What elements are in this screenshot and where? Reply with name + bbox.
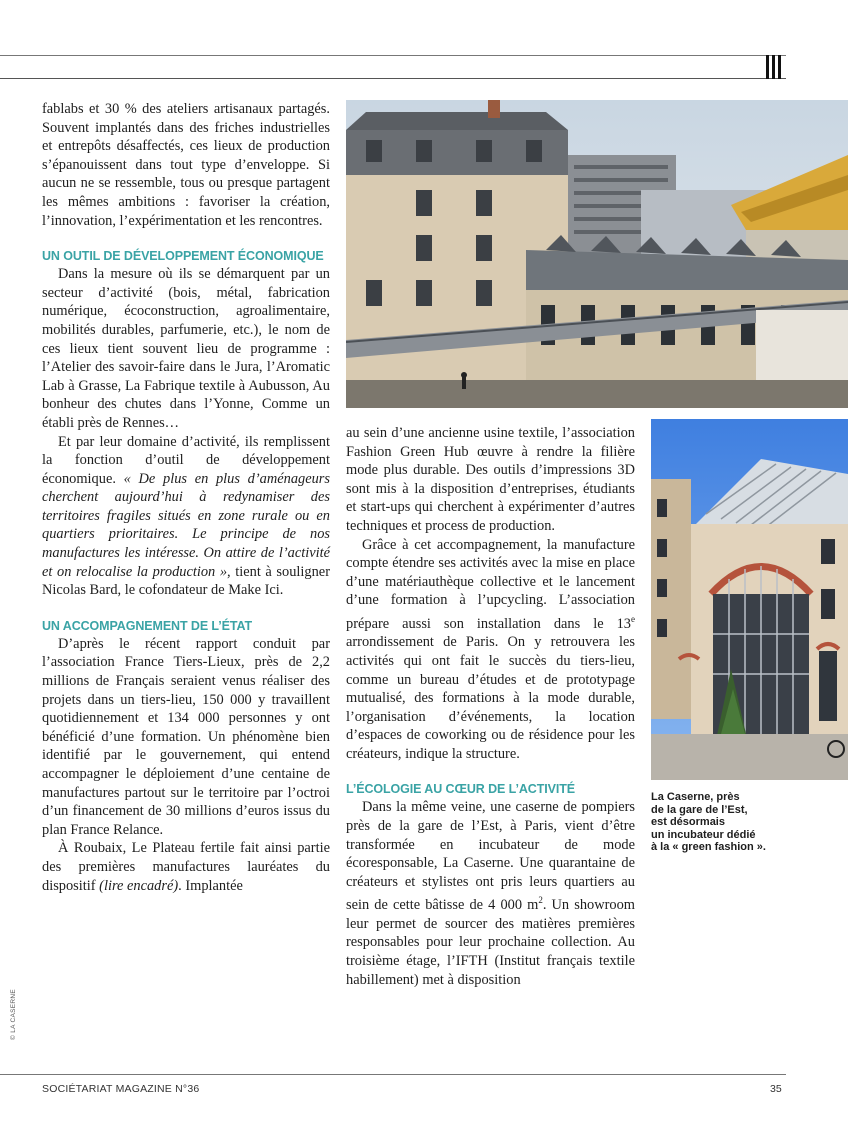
la-caserne-photo bbox=[651, 419, 848, 780]
paragraph-with-quote bbox=[42, 433, 330, 600]
section-bars-icon bbox=[766, 55, 781, 79]
paragraph-text: . Un showroom leur permet de sourcer des matières premières responsables pour leur prochaine collection. Au troisième étage, l’IFTH (Institut français textile habillement) met à disposition bbox=[346, 897, 635, 988]
courtyard-photo bbox=[346, 100, 848, 408]
paragraph-text: Et par leur domaine d’activité, ils remplissent la fonction d’outil de développement économique. bbox=[42, 433, 330, 487]
header-thin-rule bbox=[0, 55, 786, 56]
paragraph: fablabs et 30 % des ateliers artisanaux partagés. Souvent implantés dans des friches industrielles et entrepôts désaffectés, ces lieux de production s’épanouissent dans tout type d’enveloppe. Si aucun ne se ressemble, tous ou presque partagent les mêmes ambitions : favoriser la création, l’innovation, l’expérimentation et les rencontres. bbox=[42, 101, 330, 229]
caption-line: La Caserne, près bbox=[651, 791, 740, 803]
caption-line: un incubateur dédié bbox=[651, 828, 756, 841]
paragraph-text: Grâce à cet accompagnement, la manufacture compte étendre ses activités avec la mise en place d’une matériauthèque collective et le lancement d’une formation à l’upcycling. L’association prépare aussi son installation dans le 13 bbox=[346, 536, 635, 632]
unit-exponent: 2 bbox=[538, 895, 543, 906]
paragraph-text: , tient à souligner Nicolas Bard, le cofondateur de Make Ici. bbox=[42, 563, 330, 599]
la-caserne-illustration bbox=[651, 419, 848, 780]
paragraph-text: arrondissement de Paris. On y retrouvera les activités qui ont fait le succès du tiers-lieu, comme un bureau d’études et de prototypage mutualisé, des formations à la mode durable, l’organisation d’événements, la location d’espaces de coworking ou de résidence pour les créateurs, indique la structure. bbox=[346, 634, 635, 762]
section-heading: L’ÉCOLOGIE AU CŒUR DE L’ACTIVITÉ bbox=[346, 782, 575, 797]
paragraph: Dans la mesure où ils se démarquent par un secteur d’activité (bois, métal, fabrication numérique, écoconstruction, agroalimentaire, mobilités durables, parfumerie, etc.), le nom de ces lieux tient souvent lieu de programme : l’Atelier des savoir-faire dans le Jura, l’Aromatic Lab à Grasse, La Fabrique textile à Aubusson, Au bonheur des chutes dans l’Yonne, Comme un établi près de Rennes… bbox=[42, 266, 330, 431]
paragraph: D’après le récent rapport conduit par l’association France Tiers-Lieux, près de 2,2 millions de Français seraient venus réaliser des projets dans un tiers-lieu, 150 000 y travaillent quotidiennement et 134 000 personnes y ont bénéficié d’une formation. Un phénomène bien identifié par le gouvernement, qui entend accompagner le déploiement d’une centaine de manufactures partout sur le territoire par l’octroi d’un financement de 30 millions d’euros issus du plan France Relance. bbox=[42, 635, 330, 838]
photo-credit: © LA CASERNE bbox=[10, 988, 17, 1040]
article-column-1 bbox=[42, 100, 330, 895]
paragraph-text: À Roubaix, Le Plateau fertile fait ainsi partie des premières manufactures lauréates du dispositif bbox=[42, 840, 330, 894]
caption-line: à la « green fashion ». bbox=[651, 841, 766, 854]
courtyard-illustration bbox=[346, 100, 848, 408]
header-rule bbox=[0, 78, 786, 79]
footer-rule bbox=[0, 1074, 786, 1075]
section-heading: UN OUTIL DE DÉVELOPPEMENT ÉCONOMIQUE bbox=[42, 249, 324, 264]
paragraph bbox=[346, 536, 635, 764]
ordinal-suffix: e bbox=[631, 613, 635, 624]
paragraph-text: . Implantée bbox=[178, 877, 243, 894]
quote: « De plus en plus d’aménageurs cherchent aujourd’hui à redynamiser des territoires fragiles situés en zone rurale ou en quartiers prioritaires. Le principe de nos manufactures les intéresse. On attire de l’activité et on relocalise la production » bbox=[42, 470, 331, 580]
caption-line: est désormais bbox=[651, 816, 725, 829]
paragraph bbox=[346, 798, 635, 989]
section-heading: UN ACCOMPAGNEMENT DE L’ÉTAT bbox=[42, 618, 253, 633]
page-number: 35 bbox=[770, 1083, 782, 1095]
cross-reference: (lire encadré) bbox=[99, 877, 179, 894]
paragraph bbox=[42, 839, 330, 895]
article-column-2 bbox=[346, 424, 635, 989]
magazine-name: SOCIÉTARIAT MAGAZINE N°36 bbox=[42, 1083, 200, 1095]
caption-line: de la gare de l’Est, bbox=[651, 803, 748, 816]
photo-caption bbox=[651, 791, 848, 854]
paragraph: au sein d’une ancienne usine textile, l’association Fashion Green Hub œuvre à rendre la filière mode plus durable. Des outils d’impressions 3D sont mis à la disposition d’entreprises, étudiants et start-ups qui cherchent à expérimenter d’autres techniques et process de production. bbox=[346, 425, 635, 534]
paragraph-text: Dans la même veine, une caserne de pompiers près de la gare de l’Est, à Paris, vient d’être transformée en incubateur de mode écoresponsable, La Caserne. Une quarantaine de créateurs et stylistes ont pris leurs quartiers au sein de cette bâtisse de 4 000 m bbox=[346, 799, 635, 914]
